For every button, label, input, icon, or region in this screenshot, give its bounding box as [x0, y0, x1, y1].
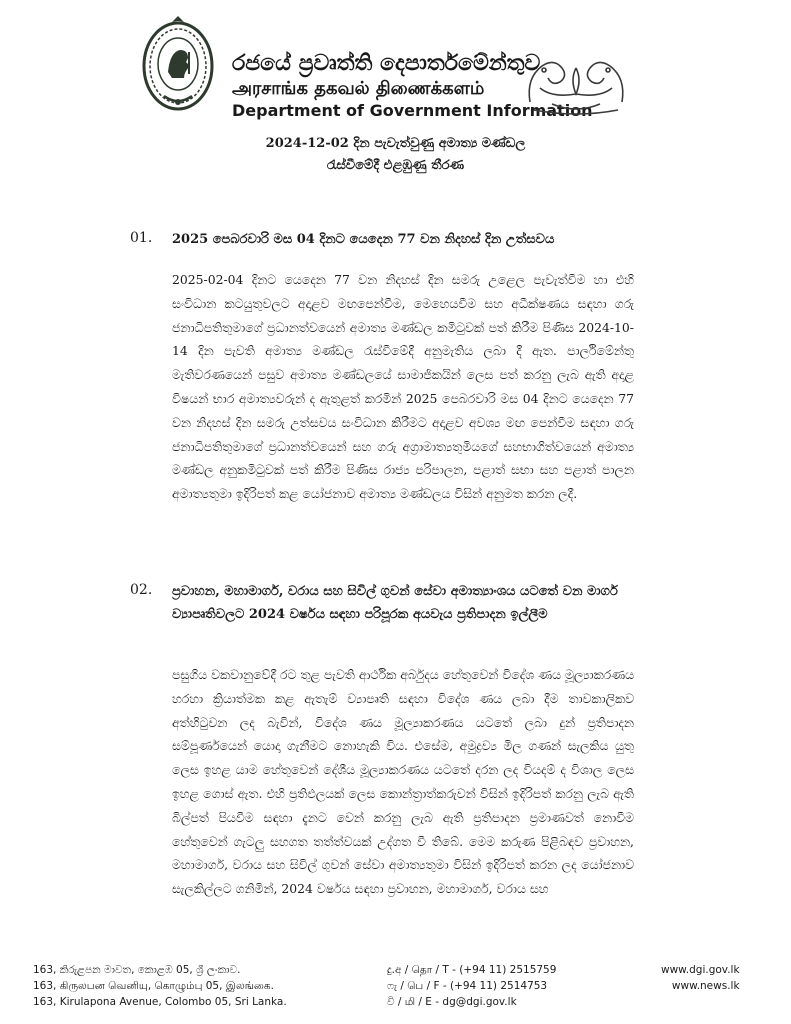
department-name-sinhala: රජයේ ප්‍රවෘත්ති දෙපාර්තමේන්තුව — [232, 51, 541, 76]
footer-website-dgi[interactable]: www.dgi.gov.lk — [661, 964, 740, 976]
document-title-line-1: 2024-12-02 දින පැවැත්වුණු අමාත්‍ය මණ්ඩල — [265, 136, 526, 151]
item-heading: ප්‍රවාහන, මහාමාර්ග, වරාය සහ සිවිල් ගුවන් සේවා අමාත්‍යාංශය යටතේ වන මාර්ග ව්‍යාපෘතිවලට 2024 වර්ෂය සඳහා පරිපූරක අයවැය ප්‍රතිපාදන ඉල්ලීම — [172, 584, 618, 622]
footer-address-english: 163, Kirulapona Avenue, Colombo 05, Sri Lanka. — [33, 996, 287, 1008]
sri-lanka-emblem-icon — [140, 14, 216, 112]
item-number: 01. — [130, 230, 153, 246]
footer-address — [33, 962, 287, 1010]
footer-address-sinhala: 163, කිරුළපන මාවත, කොළඹ 05, ශ්‍රී ලංකාව. — [33, 964, 241, 976]
footer-website-news[interactable]: www.news.lk — [671, 980, 740, 992]
item-body: පසුගිය වකවානුවේදී රට තුළ පැවති ආර්ථික අර්බුදය හේතුවෙන් විදේශ ණය මූල්‍යාකරණය හරහා ක්‍රියාත්මක කළ ඇතැම් ව්‍යාපෘති සඳහා විදේශ ණය ලබා දීම තාවකාලිකව අත්හිටුවන ලද බැවින්, විදේශ ණය මූල්‍යාකරණය යටතේ ලබා දුන් ප්‍රතිපාදන සම්පූර්ණයෙන් යොදා ගැනීමට නොහැකි විය. එසේම, අමුද්‍රව්‍ය මිල ගණන් සැලකිය යුතු ලෙස ඉහළ යාම හේතුවෙන් දේශීය මූල්‍යාකරණය යටතේ දරන ලද වියදම් ද විශාල ලෙස ඉහළ ගොස් ඇත. එහි ප්‍රතිඵලයක් ලෙස කොන්ත්‍රාත්කරුවන් විසින් ඉදිරිපත් කරනු ලැබ ඇති බිල්පත් පියවීම සඳහා දැනට වෙන් කරනු ලැබ ඇති ප්‍රතිපාදන ප්‍රමාණවත් නොවීම හේතුවෙන් ගැටලු සහගත තත්ත්වයක් උද්ගත වී තිබේ. මෙම කරුණ පිළිබඳව ප්‍රවාහන, මහාමාර්ග, වරාය සහ සිවිල් ගුවන් සේවා අමාත්‍යතුමා විසින් ඉදිරිපත් කරන ලද යෝජනාව සැලකිල්ලට ගනිමින්, 2024 වර්ෂය සඳහා ප්‍රවාහන, මහාමාර්ග, වරාය සහ — [172, 667, 634, 897]
swan-motif-icon — [522, 48, 630, 116]
footer-contacts — [387, 962, 556, 1010]
department-name-tamil: அரசாங்க தகவல் திணைக்களம் — [232, 78, 485, 99]
footer-address-tamil: 163, கிருலபன வெனியு, கொழும்பு 05, இலங்கை. — [33, 980, 274, 992]
footer-fax: ෆැ / பெ / F - (+94 11) 2514753 — [387, 980, 548, 992]
footer-telephone: දු.අ / தொ / T - (+94 11) 2515759 — [387, 964, 557, 976]
footer-email[interactable]: වි / மி / E - dg@dgi.gov.lk — [387, 996, 517, 1008]
department-name-english: Department of Government Information — [232, 101, 593, 120]
item-heading: 2025 පෙබරවාරි මස 04 දිනට යෙදෙන 77 වන නිදහස් දින උත්සවය — [172, 232, 555, 247]
item-body: 2025-02-04 දිනට යෙදෙන 77 වන නිදහස් දින සමරු උළෙල පැවැත්වීම හා එහි සංවිධාන කටයුතුවලට අදාළව මඟපෙන්වීම, මෙහෙයවීම සහ අධීක්ෂණය සඳහා ගරු ජනාධිපතිතුමාගේ ප්‍රධානත්වයෙන් අමාත්‍ය මණ්ඩල කමිටුවක් පත් කිරීම පිණිස 2024-10-14 දින පැවති අමාත්‍ය මණ්ඩල රැස්වීමේදී අනුමැතිය ලබා දී ඇත. පාර්ලිමේන්තු මැතිවරණයෙන් පසුව අමාත්‍ය මණ්ඩලයේ සාමාජිකයින් ලෙස පත් කරනු ලැබ ඇති අදාළ විෂයන් භාර අමාත්‍යවරුන් ද ඇතුළත් කරමින් 2025 පෙබරවාරි මස 04 දිනට යෙදෙන 77 වන නිදහස් දින සමරු උත්සවය සංවිධාන කිරීමට අදාළව අවශ්‍ය මඟ පෙන්වීම සඳහා ගරු ජනාධිපතිතුමාගේ ප්‍රධානත්වයෙන් සහ ගරු අග්‍රාමාත්‍යතුමියගේ සහභාගිත්වයෙන් අමාත්‍ය මණ්ඩල අනුකමිටුවක් පත් කිරීම පිණිස රාජ්‍ය පරිපාලන, පළාත් සභා සහ පළාත් පාලන අමාත්‍යතුමා ඉදිරිපත් කළ යෝජනාව අමාත්‍ය මණ්ඩලය විසින් අනුමත කරන ලදී. — [172, 272, 634, 502]
item-number: 02. — [130, 582, 153, 598]
footer-websites — [661, 962, 740, 994]
document-title-line-2: රැස්වීමේදී එළඹුණු තීරණ — [326, 158, 465, 173]
